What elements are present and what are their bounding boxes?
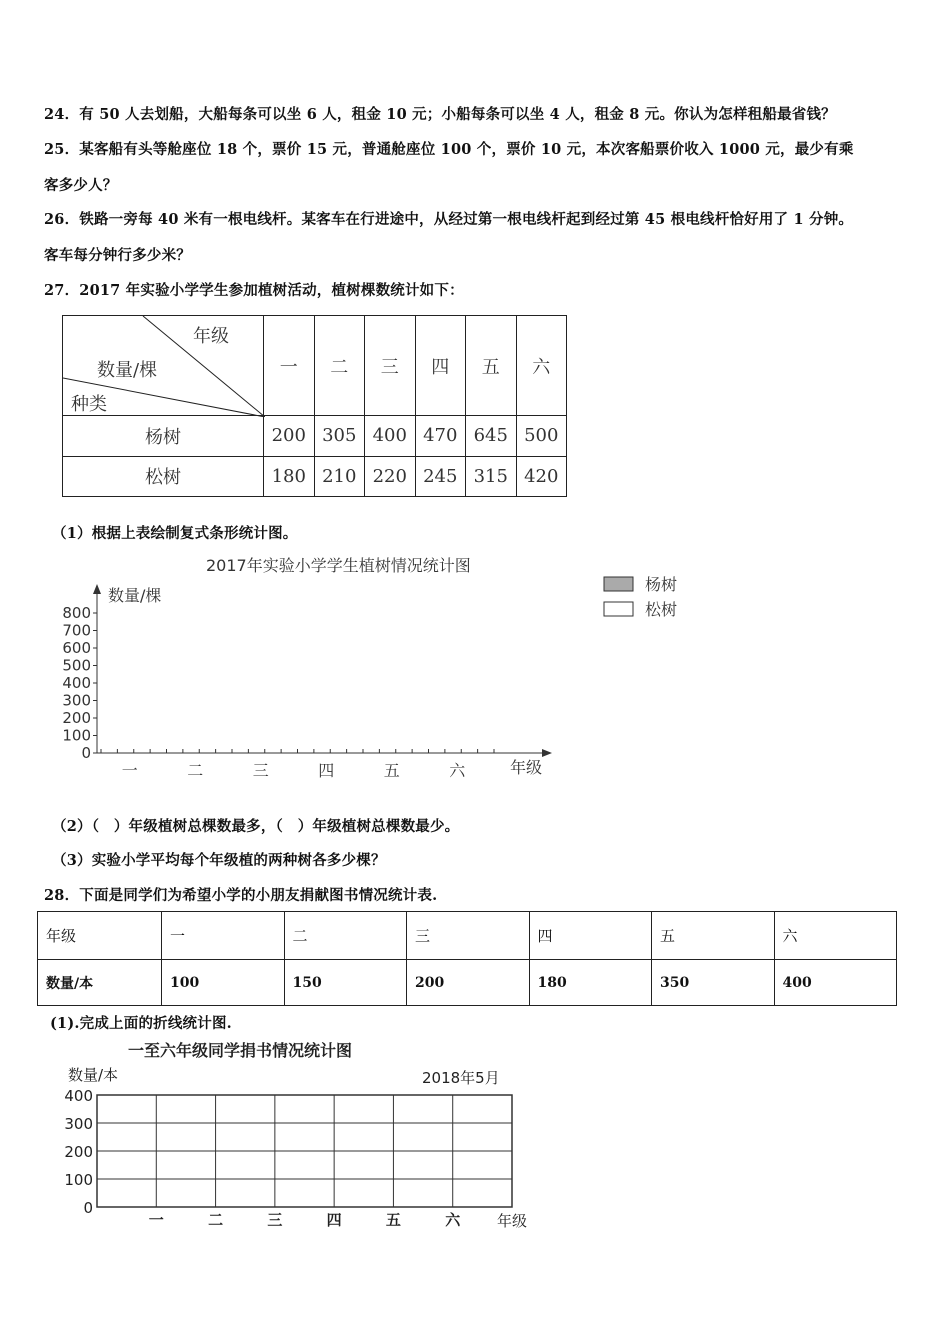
table-cell: 一 xyxy=(162,912,285,960)
y-axis-label: 数量/本 xyxy=(68,1066,119,1084)
question-26-line2: 客车每分钟行多少米？ xyxy=(44,247,191,264)
legend-label-poplar: 杨树 xyxy=(645,575,678,594)
x-axis-label: 年级 xyxy=(510,758,543,777)
table-row xyxy=(63,416,567,457)
grade-header: 一 xyxy=(264,316,315,416)
y-tick-label: 200 xyxy=(62,709,91,727)
diag-label-quantity: 数量/棵 xyxy=(97,360,158,381)
x-tick-label: 一 xyxy=(148,1211,164,1229)
bar-chart xyxy=(60,550,700,785)
table-cell: 200 xyxy=(264,416,315,457)
x-tick-label: 五 xyxy=(385,1211,401,1229)
legend-label-pine: 松树 xyxy=(645,600,678,619)
x-tick-label: 六 xyxy=(449,761,466,780)
grade-header: 四 xyxy=(415,316,466,416)
grade-header: 六 xyxy=(516,316,567,416)
question-27-part1: （1）根据上表绘制复式条形统计图。 xyxy=(52,525,298,542)
table-cell: 150 xyxy=(284,960,407,1006)
y-tick-label: 400 xyxy=(64,1087,93,1105)
table-cell: 500 xyxy=(516,416,567,457)
chart-title: 2017年实验小学学生植树情况统计图 xyxy=(206,556,471,575)
x-tick-label: 四 xyxy=(318,761,335,780)
y-axis-arrow xyxy=(93,584,101,594)
y-tick-label: 300 xyxy=(62,691,91,710)
table-cell: 305 xyxy=(314,416,365,457)
diag-label-grade: 年级 xyxy=(193,326,229,347)
table-cell: 四 xyxy=(529,912,652,960)
x-tick-label: 二 xyxy=(208,1211,224,1229)
line-chart xyxy=(60,1036,550,1236)
table-cell: 420 xyxy=(516,456,567,497)
y-tick-label: 100 xyxy=(62,726,91,745)
table-diagonal-header xyxy=(63,316,264,416)
y-tick-label: 800 xyxy=(62,604,91,622)
y-tick-label: 400 xyxy=(62,674,91,692)
row-label: 松树 xyxy=(63,456,264,497)
y-tick-label: 600 xyxy=(62,639,91,657)
question-25-line2: 客多少人？ xyxy=(44,177,118,194)
table-cell: 470 xyxy=(415,416,466,457)
x-tick-label: 四 xyxy=(326,1211,342,1229)
table-cell: 245 xyxy=(415,456,466,497)
table-cell: 400 xyxy=(774,960,897,1006)
x-tick-label: 三 xyxy=(267,1211,283,1229)
grade-header: 三 xyxy=(365,316,416,416)
question-27: 27．2017 年实验小学学生参加植树活动，植树棵数统计如下： xyxy=(44,282,464,299)
question-27-part2: （2）（ ）年级植树总棵数最多，（ ）年级植树总棵数最少。 xyxy=(52,818,460,835)
question-27-part3: （3）实验小学平均每个年级植的两种树各多少棵？ xyxy=(52,852,386,869)
grade-header: 二 xyxy=(314,316,365,416)
y-tick-label: 0 xyxy=(83,1199,93,1217)
question-24: 24．有 50 人去划船，大船每条可以坐 6 人，租金 10 元；小船每条可以坐 4 人，租金 8 元。你认为怎样租船最省钱？ xyxy=(44,106,836,123)
tree-planting-table xyxy=(62,315,567,497)
x-tick-label: 六 xyxy=(445,1211,461,1229)
y-tick-label: 100 xyxy=(64,1171,93,1189)
table-cell: 220 xyxy=(365,456,416,497)
legend-swatch-pine xyxy=(604,602,633,616)
y-tick-label: 0 xyxy=(81,744,91,762)
book-donation-table xyxy=(37,911,897,1006)
table-row xyxy=(38,960,897,1006)
table-cell: 210 xyxy=(314,456,365,497)
x-axis-arrow xyxy=(542,749,552,757)
table-cell: 六 xyxy=(774,912,897,960)
legend-swatch-poplar xyxy=(604,577,633,591)
question-28: 28．下面是同学们为希望小学的小朋友捐献图书情况统计表. xyxy=(44,887,438,904)
x-tick-label: 二 xyxy=(187,761,204,780)
x-tick-label: 五 xyxy=(383,761,400,780)
table-row xyxy=(63,456,567,497)
grade-header: 五 xyxy=(466,316,517,416)
row-label: 杨树 xyxy=(63,416,264,457)
table-cell: 400 xyxy=(365,416,416,457)
table-cell: 200 xyxy=(407,960,530,1006)
diag-label-type: 种类 xyxy=(71,394,107,415)
x-axis-label: 年级 xyxy=(497,1212,528,1230)
table-cell: 数量/本 xyxy=(38,960,162,1006)
question-25-line1: 25．某客船有头等舱座位 18 个，票价 15 元，普通舱座位 100 个，票价 10 元，本次客船票价收入 1000 元，最少有乘 xyxy=(44,141,854,158)
table-cell: 100 xyxy=(162,960,285,1006)
chart-date: 2018年5月 xyxy=(422,1069,500,1087)
y-tick-label: 300 xyxy=(64,1115,93,1133)
table-cell: 645 xyxy=(466,416,517,457)
x-tick-label: 三 xyxy=(252,761,269,780)
table-cell: 年级 xyxy=(38,912,162,960)
table-row xyxy=(38,912,897,960)
y-tick-label: 500 xyxy=(62,656,91,675)
table-cell: 三 xyxy=(407,912,530,960)
table-cell: 五 xyxy=(652,912,775,960)
x-tick-label: 一 xyxy=(121,761,138,780)
y-tick-label: 700 xyxy=(62,621,91,640)
y-tick-label: 200 xyxy=(64,1143,93,1161)
table-cell: 二 xyxy=(284,912,407,960)
chart-title: 一至六年级同学捐书情况统计图 xyxy=(128,1041,353,1060)
table-cell: 180 xyxy=(264,456,315,497)
table-cell: 315 xyxy=(466,456,517,497)
table-cell: 350 xyxy=(652,960,775,1006)
y-axis-label: 数量/棵 xyxy=(108,586,162,605)
question-26-line1: 26．铁路一旁每 40 米有一根电线杆。某客车在行进途中，从经过第一根电线杆起到经过第 45 根电线杆恰好用了 1 分钟。 xyxy=(44,211,854,228)
table-cell: 180 xyxy=(529,960,652,1006)
question-28-part1: (1).完成上面的折线统计图. xyxy=(50,1015,232,1032)
